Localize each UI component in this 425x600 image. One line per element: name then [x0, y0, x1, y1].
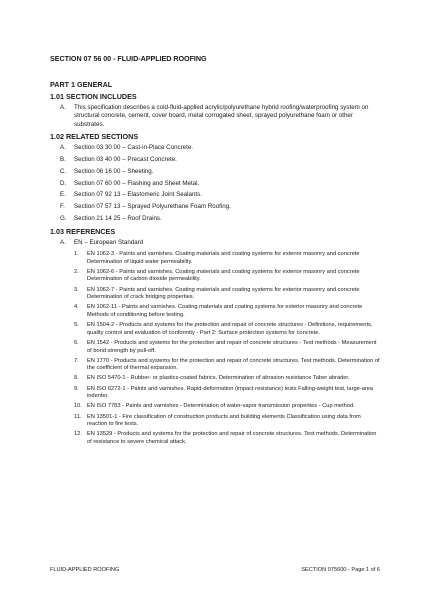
item-text: EN 1770 - Products and systems for the protection and repair of concrete structures. Test methods. Determination of the coefficient of thermal expansion. — [87, 357, 380, 372]
item-label: E. — [60, 191, 66, 199]
list-item — [50, 287, 380, 302]
section-includes-paragraph — [50, 104, 380, 129]
item-number: 11. — [74, 413, 82, 420]
list-item — [50, 203, 380, 211]
list-item — [50, 431, 380, 446]
item-number: 5. — [74, 322, 79, 329]
item-text: EN 1504-2 - Products and systems for the protection and repair of concrete structures - Definitions, requirements, quality control and evaluation of conformity - Part 2: Surface protection systems for concrete. — [87, 322, 373, 336]
footer-page-number: SECTION 075600 - Page 1 of 6 — [301, 567, 380, 573]
list-item — [50, 215, 380, 223]
item-label: F. — [60, 203, 65, 211]
list-item — [50, 144, 380, 152]
item-text: EN – European Standard — [74, 239, 144, 247]
item-label: C. — [60, 167, 67, 175]
section-includes-heading: 1.01 SECTION INCLUDES — [50, 92, 137, 101]
list-item — [50, 340, 380, 355]
list-item — [50, 304, 380, 319]
item-number: 9. — [74, 385, 79, 392]
references-heading: 1.03 REFERENCES — [50, 227, 116, 237]
item-label: G. — [60, 215, 67, 223]
item-text: EN ISO 7783 - Paints and varnishes - Determination of water-vapor transmission properties - Cup method. — [87, 403, 355, 410]
section-title: SECTION 07 56 00 - FLUID-APPLIED ROOFING — [50, 54, 207, 63]
item-number: 3. — [74, 286, 79, 293]
list-item — [50, 322, 380, 337]
item-text: Section 07 60 00 – Flashing and Sheet Metal. — [74, 179, 200, 187]
item-label: A. — [60, 239, 66, 247]
item-text: Section 21 14 25 – Roof Drains. — [74, 215, 162, 223]
list-item — [50, 180, 380, 188]
item-number: 7. — [74, 357, 79, 364]
item-number: 12. — [74, 431, 82, 438]
standards-list — [50, 251, 380, 447]
item-number: 1. — [74, 251, 79, 258]
list-item — [50, 191, 380, 199]
item-label: D. — [60, 179, 67, 187]
item-text: Section 03 30 00 – Cast-in-Place Concrete. — [74, 143, 194, 151]
item-text: EN ISO 5470-1 - Rubber- or plastics-coated fabrics. Determination of abrasion resistance Taber abrader. — [87, 375, 350, 382]
item-text: Section 03 40 00 – Precast Concrete. — [74, 155, 177, 163]
item-text: EN 13501-1 - Fire classification of construction products and building elements Classification using data from reaction to fire tests. — [87, 413, 361, 428]
document-body — [50, 54, 380, 449]
item-text: Section 07 57 13 – Sprayed Polyurethane Foam Roofing. — [74, 203, 231, 211]
item-text: EN ISO 6272-1 - Paints and varnishes. Rapid-deformation (impact resistance) tests Falling-weight test, large-area indenter. — [87, 385, 374, 400]
part-heading: PART 1 GENERAL — [50, 80, 113, 89]
item-text: EN 1062-6 - Paints and varnishes. Coating materials and coating systems for exterior masonry and concrete Determination of carbon dioxide permeability. — [87, 268, 360, 283]
list-item — [50, 375, 380, 383]
list-item — [50, 358, 380, 373]
item-text: EN 1062-3 - Paints and varnishes. Coating materials and coating systems for exterior masonry and concrete Determination of liquid water permeability. — [87, 251, 360, 265]
list-item — [50, 386, 380, 401]
page-footer — [50, 567, 380, 573]
footer-title: FLUID-APPLIED ROOFING — [50, 567, 120, 573]
item-text: EN 1062-7 - Paints and varnishes. Coating materials and coating systems for exterior masonry and concrete Determination of crack bridging properties. — [87, 286, 360, 301]
item-number: 6. — [74, 339, 79, 346]
item-number: 2. — [74, 268, 79, 275]
list-item — [50, 251, 380, 266]
list-item — [50, 156, 380, 164]
item-number: 8. — [74, 375, 79, 382]
item-text: EN 1062-11 - Paints and varnishes. Coating materials and coating systems for exterior masonry and concrete Methods of conditioning before testing. — [87, 304, 363, 318]
list-item — [50, 239, 380, 247]
related-sections-list — [50, 144, 380, 224]
item-number: 10. — [74, 403, 82, 410]
item-label: A. — [60, 143, 66, 151]
related-sections-heading: 1.02 RELATED SECTIONS — [50, 131, 139, 141]
list-item — [50, 168, 380, 176]
list-item — [50, 269, 380, 284]
list-item — [50, 414, 380, 429]
item-number: 4. — [74, 304, 79, 311]
item-label: B. — [60, 155, 66, 163]
item-text: Section 07 92 13 – Elastomeric Joint Sealants. — [74, 191, 202, 199]
list-item — [50, 403, 380, 411]
paragraph-label: A. — [60, 104, 66, 111]
references-list — [50, 239, 380, 247]
item-text: EN 1542 - Products and systems for the protection and repair of concrete structures - Test methods - Measurement of bond strength by pull-off. — [87, 339, 377, 354]
item-text: Section 06 16 00 – Sheeting. — [74, 167, 154, 175]
item-text: EN 13529 - Products and systems for the protection and repair of concrete structures. Test methods. Determination of resistance to severe chemical attack. — [87, 431, 377, 446]
paragraph-text: This specification describes a cold-fluid-applied acrylic/polyurethane hybrid roofing/waterproofing system on structural concrete, cement, cover board, metal corrugated sheet, sprayed polyurethane foam or other substrates. — [74, 104, 369, 128]
